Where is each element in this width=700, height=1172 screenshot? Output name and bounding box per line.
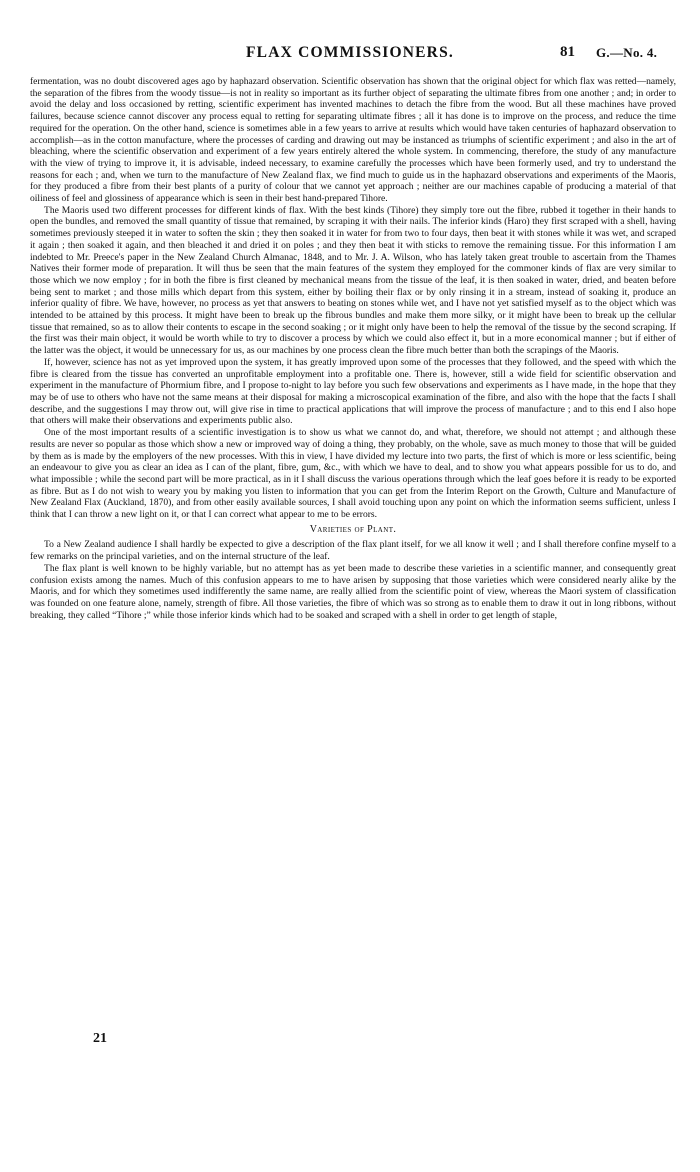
body-text: [30, 76, 676, 621]
running-title: FLAX COMMISSIONERS.: [246, 44, 454, 61]
paragraph: To a New Zealand audience I shall hardly be expected to give a description of the flax plant itself, for we all know it well ; and I shall therefore confine myself to a few remarks on the principal varieties, and on the internal structure of the leaf.: [30, 539, 676, 563]
paragraph: One of the most important results of a scientific investigation is to show us what we cannot do, and what, therefore, we should not attempt ; and although these results are never so popular as those which show a new or improved way of doing a thing, they probably, on the whole, save as much money to those that will be guided by them as is made by the employers of the new processes. With this in view, I have divided my lecture into two parts, the first of which is more or less scientific, being an endeavour to give you as clear an idea as I can of the plant, fibre, gum, &c., with which we have to deal, and to show you what appears possible for us to do, and what impossible ; while the second part will be more practical, as in it I shall discuss the various operations through which the leaf goes before it is ready to be exported as fibre. But as I do not wish to weary you by making you listen to information that you can get from the Interim Report on the Growth, Culture and Manufacture of New Zealand Flax (Auckland, 1870), and from other easily available sources, I shall avoid touching upon any point on which the information seems sufficient, unless I think that I can throw a new light on it, or that I can correct what appear to me to be errors.: [30, 427, 676, 521]
document-reference: G.—No. 4.: [596, 45, 658, 60]
paragraph: The Maoris used two different processes for different kinds of flax. With the best kinds (Tihore) they simply tore out the fibre, rubbed it together in their hands to open the bundles, and removed the small quantity of tissue that remained, by scraping it with their nails. The inferior kinds (Haro) they first scraped with a shell, having sometimes previously steeped it in water to soften the skin ; they then soaked it in water for from two to four days, then beat it with stones while it was wet, and scraped it again ; then soaked it again, and then bleached it and dried it on poles ; and they then beat it with sticks to remove the remaining tissue. For this information I am indebted to Mr. Preece's paper in the New Zealand Church Almanac, 1848, and to Mr. J. A. Wilson, who has lately taken great trouble to ascertain from the Thames Natives their former mode of preparation. It will thus be seen that the main features of the system they employed for the commoner kinds of flax are very similar to those which we now employ ; for in both the fibre is first cleaned by mechanical means from the tissue of the leaf, it is then soaked in water, dried, and beaten before being sent to market ; and those mills which depart from this system, either by boiling their flax or by only rinsing it in a stream, instead of soaking it, produce an inferior quality of fibre. We have, however, no process as yet that answers to beating on stones while wet, and I have not yet satisfied myself as to the object which was intended to be attained by this process. It might have been to break up the fibrous bundles and make them more silky, or it might have been to break up the cellular tissue that remained, so as to allow their contents to escape in the second soaking ; or it might only have been to help the removal of the tissue by the second scraping. If the first was their main object, it would be worth while to try to discover a process by which we could also effect it, but in a more economical manner ; but if either of the latter was the object, it would be unnecessary for us, as our machines by one process clean the fibre much better than both the scrapings of the Maoris.: [30, 204, 676, 357]
page-header: [0, 44, 700, 64]
section-heading: Varieties of Plant.: [309, 523, 397, 535]
paragraph: The flax plant is well known to be highly variable, but no attempt has as yet been made to describe these varieties in a scientific manner, and consequently great confusion exists among the names. Much of this confusion appears to me to have arisen by supposing that those varieties which were considered nearly alike by the Maoris, and for which they sometimes used indifferently the same name, are really allied from the scientific point of view, whereas the Maori system of classification was founded on one feature alone, namely, strength of fibre. All those varieties, the fibre of which was so strong as to enable them to draw it out in long ribbons, without breaking, they called “Tihore ;” while those inferior kinds which had to be soaked and scraped with a shell in order to get length of staple,: [30, 562, 676, 621]
page-number: 81: [560, 44, 575, 60]
paragraph: If, however, science has not as yet improved upon the system, it has greatly improved upon some of the processes that they followed, and the speed with which the fibre is cleared from the tissue has converted an unprofitable employment into a profitable one. There is, however, still a wide field for scientific observation and experiment in the manufacture of Phormium fibre, and I propose to-night to lay before you such few observations and experiments as I have made, in the hope that they may be of use to others who have not the same means at their disposal for making a microscopical examination of the fibre, and also with the hope that the facts I shall describe, and the suggestions I may throw out, will give rise in time to practical applications that will improve the process of manufacture ; and to this end I also hope that others will make their observations and experiments public also.: [30, 356, 676, 427]
printer-signature: 21: [93, 1031, 107, 1046]
paragraph: fermentation, was no doubt discovered ages ago by haphazard observation. Scientific observation has shown that the original object for which flax was retted—namely, the separation of the fibres from the woody tissue—is not in reality so important as its further object of separating the ultimate fibres from one another ; and; in order to avoid the delay and loss occasioned by retting, scientific experiment has invented machines to detach the fibre from the wood. But all these machines have proved failures, because science cannot discover any process equal to retting for separating ultimate fibres ; all it has done is to improve on the process, and reduce the time required for the operation. On the other hand, science is sometimes able in a few years to arrive at results which would have taken centuries of haphazard observation to accomplish—as in the cotton manufacture, where the processes of carding and drawing out may be instanced as triumphs of scientific experiment ; and also in the art of bleaching, where the scientific observation and experiment of a few years entirely altered the whole system. In commencing, therefore, the study of any manufacture with the view of trying to improve it, it is advisable, indeed necessary, to examine carefully the processes which have been formerly used, and try to understand the reasons for each ; and, when we turn to the manufacture of New Zealand flax, we find much to guide us in the haphazard observations and experiments of the Maoris, for they produced a fibre from their best plants of a purity of colour that we cannot yet approach ; neither are our machines capable of producing a material of that oiliness of feel and glossiness of appearance which is seen in their best hand-prepared Tihore.: [30, 76, 676, 205]
